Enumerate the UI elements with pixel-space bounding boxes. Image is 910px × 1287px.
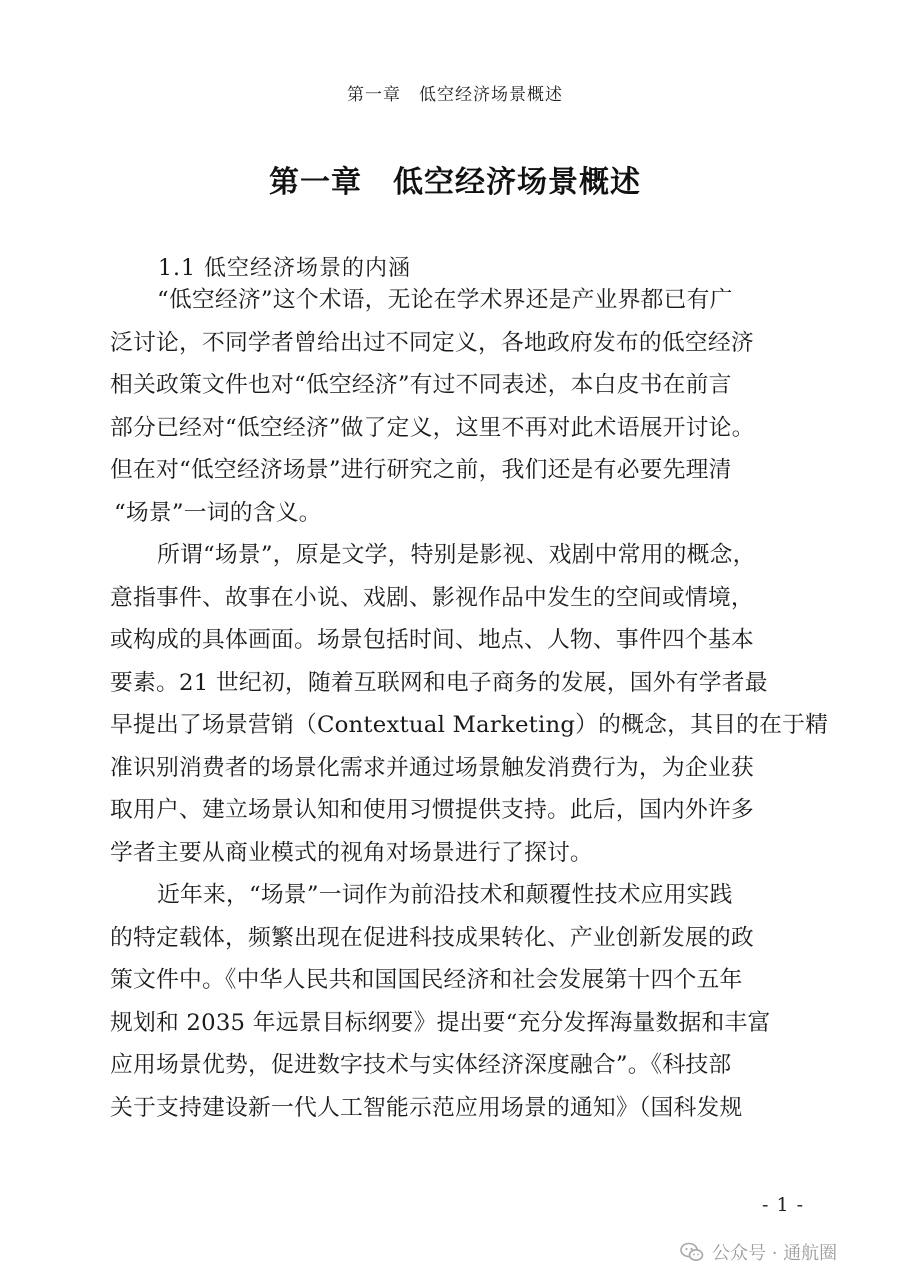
paragraph-line: 应用场景优势，促进数字技术与实体经济深度融合”。《科技部	[110, 1052, 732, 1078]
wechat-icon	[680, 1242, 704, 1262]
page-number: - 1 -	[762, 1194, 805, 1216]
body-text	[110, 279, 829, 1129]
paragraph-line: 取用户、建立场景认知和使用习惯提供支持。此后，国内外许多	[110, 797, 754, 823]
paragraph-line: 学者主要从商业模式的视角对场景进行了探讨。	[110, 839, 593, 866]
paragraph-line: 规划和 2035 年远景目标纲要》提出要“充分发挥海量数据和丰富	[110, 1009, 771, 1036]
paragraph-line: 策文件中。《中华人民共和国国民经济和社会发展第十四个五年	[110, 967, 743, 993]
paragraph-line: 泛讨论，不同学者曾给出过不同定义，各地政府发布的低空经济	[110, 329, 754, 356]
paragraph-line: 的特定载体，频繁出现在促进科技成果转化、产业创新发展的政	[110, 924, 754, 951]
running-header: 第一章 低空经济场景概述	[347, 85, 563, 105]
paragraph-line: 关于支持建设新一代人工智能示范应用场景的通知》（国科发规	[110, 1094, 743, 1121]
section-heading: 1.1 低空经济场景的内涵	[158, 256, 411, 281]
paragraph-line: 所谓“场景”，原是文学，特别是影视、戏剧中常用的概念，	[157, 542, 756, 568]
watermark-text: 公众号 · 通航圈	[712, 1243, 838, 1264]
paragraph-line: 相关政策文件也对“低空经济”有过不同表述，本白皮书在前言	[110, 372, 732, 398]
paragraph-line: 准识别消费者的场景化需求并通过场景触发消费行为，为企业获	[110, 754, 754, 781]
paragraph-line: 意指事件、故事在小说、戏剧、影视作品中发生的空间或情境，	[110, 584, 754, 611]
paragraph-line: 但在对“低空经济场景”进行研究之前，我们还是有必要先理清	[110, 457, 732, 483]
paragraph-line: “低空经济”这个术语，无论在学术界还是产业界都已有广	[157, 287, 733, 313]
paragraph-line: 近年来，“场景”一词作为前沿技术和颠覆性技术应用实践	[157, 882, 733, 908]
paragraph-line: 早提出了场景营销（Contextual Marketing）的概念，其目的在于精	[110, 712, 829, 738]
paragraph-line: 部分已经对“低空经济”做了定义，这里不再对此术语展开讨论。	[110, 414, 755, 441]
chapter-title: 第一章 低空经济场景概述	[269, 165, 641, 200]
watermark	[680, 1237, 837, 1267]
paragraph-line: “场景”一词的含义。	[114, 499, 322, 526]
paragraph-line: 要素。21 世纪初，随着互联网和电子商务的发展，国外有学者最	[110, 669, 768, 696]
paragraph-line: 或构成的具体画面。场景包括时间、地点、人物、事件四个基本	[110, 627, 754, 653]
